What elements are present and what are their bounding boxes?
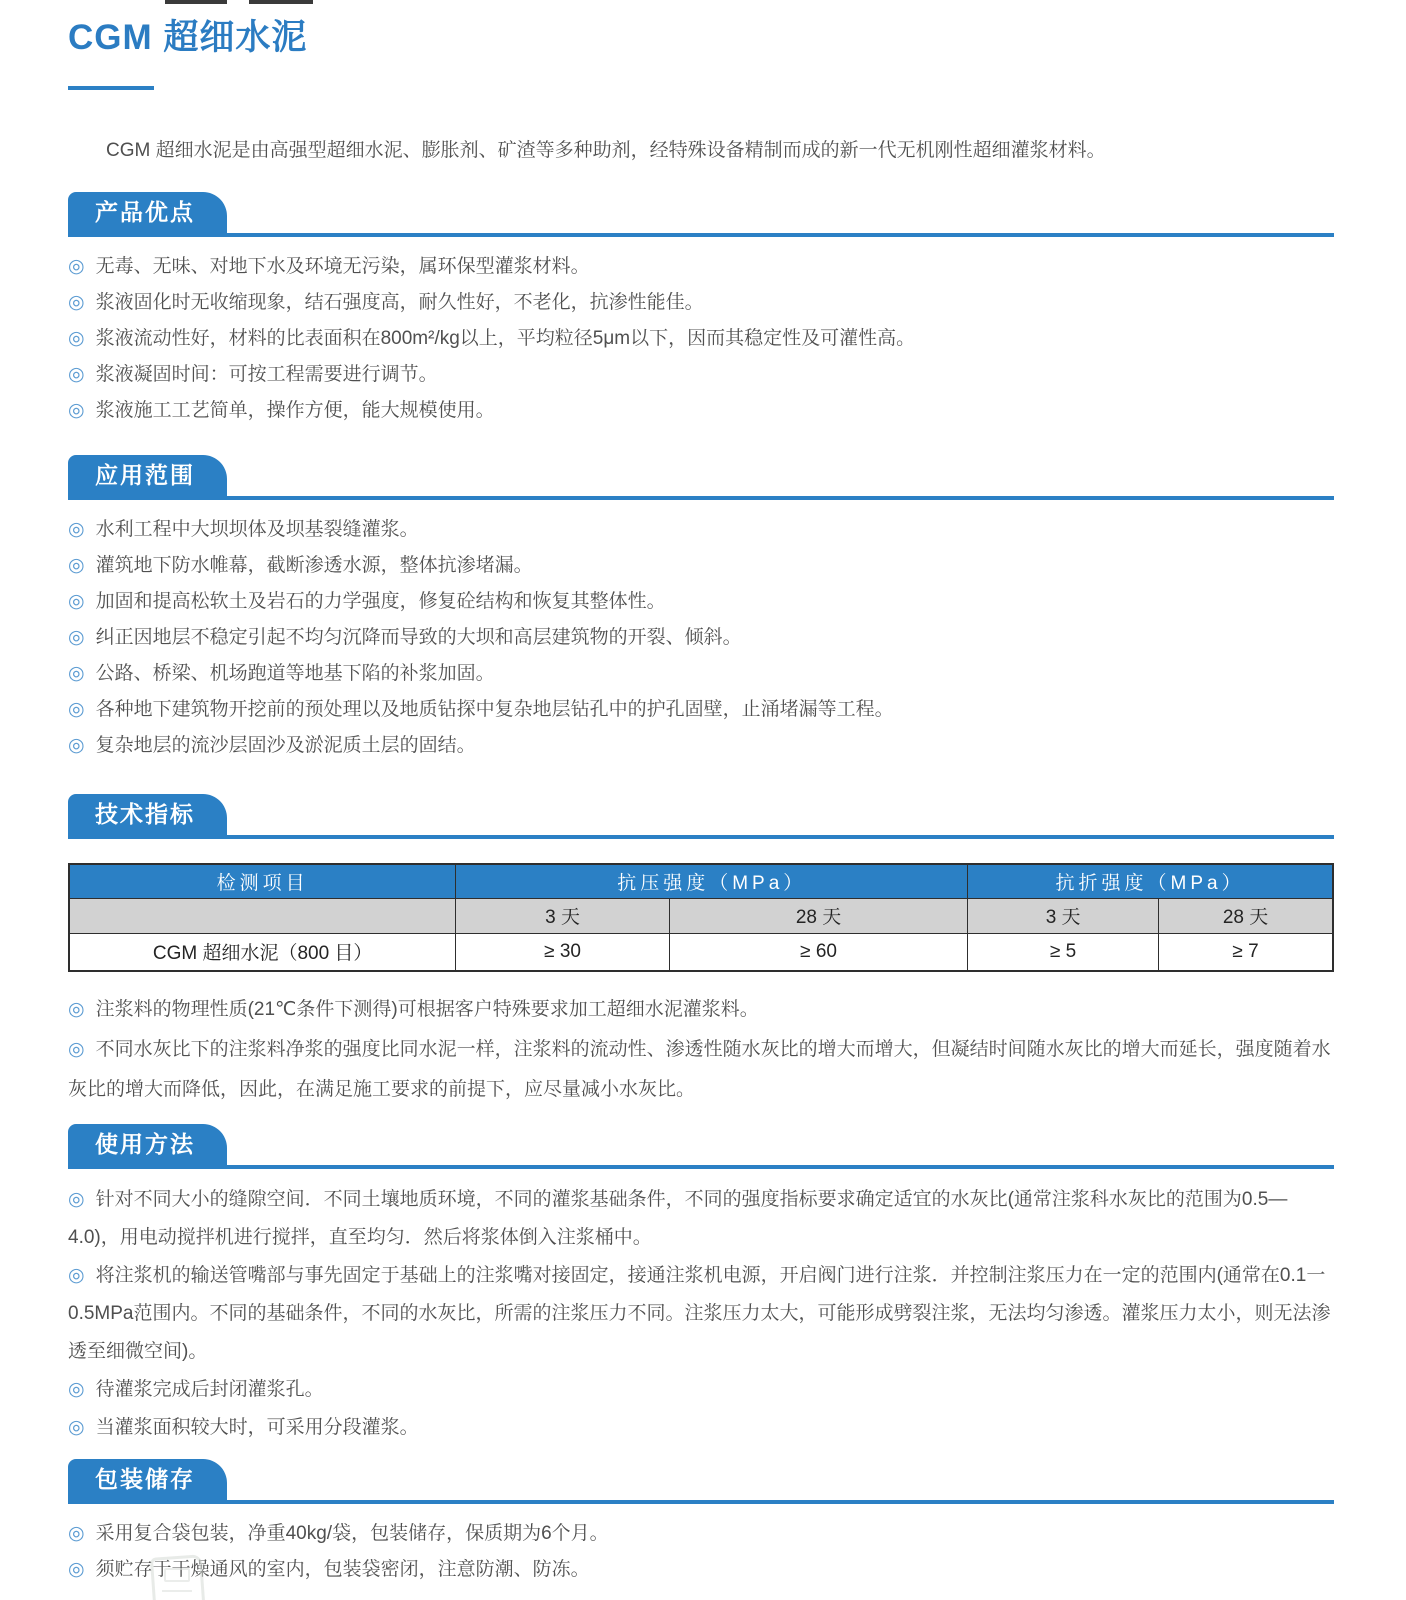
bullet-item	[68, 357, 1334, 393]
specs-product-name: CGM 超细水泥（800 目）	[69, 933, 456, 971]
section-header-usage	[68, 1124, 1334, 1169]
title-underline	[68, 86, 154, 90]
bullet-item-text: 须贮存于干燥通风的室内，包装袋密闭，注意防潮、防冻。	[95, 1559, 590, 1580]
specs-value-compressive-3d: ≥ 30	[456, 933, 670, 971]
section-usage	[68, 1124, 1334, 1447]
bullet-icon: ◎	[68, 1417, 85, 1438]
bullet-item-text: 注浆料的物理性质(21℃条件下测得)可根据客户特殊要求加工超细水泥灌浆料。	[95, 999, 759, 1020]
watermark-detail	[164, 1568, 190, 1582]
bullet-item	[68, 692, 1334, 728]
bullet-item-text: 各种地下建筑物开挖前的预处理以及地质钻探中复杂地层钻孔中的护孔固壁，止涌堵漏等工程。	[95, 699, 894, 720]
bullet-icon: ◎	[68, 555, 85, 576]
bullet-icon: ◎	[68, 256, 85, 277]
bullet-item-text: 灌筑地下防水帷幕，截断渗透水源，整体抗渗堵漏。	[95, 555, 533, 576]
bullet-item	[68, 249, 1334, 285]
bullet-icon: ◎	[68, 1559, 85, 1580]
specs-value-flexural-28d: ≥ 7	[1159, 933, 1333, 971]
advantages-list	[68, 237, 1334, 429]
section-header-applications	[68, 455, 1334, 500]
bullet-icon: ◎	[68, 519, 85, 540]
bullet-item-text: 针对不同大小的缝隙空间．不同土壤地质环境，不同的灌浆基础条件，不同的强度指标要求确定适宜的水灰比(通常注浆科水灰比的范围为0.5—4.0)，用电动搅拌机进行搅拌，直至均匀．然后将浆体倒入注浆桶中。	[68, 1189, 1288, 1248]
bullet-item-text: 水利工程中大坝坝体及坝基裂缝灌浆。	[95, 519, 419, 540]
section-badge-specs: 技术指标	[68, 794, 227, 835]
bullet-item	[68, 321, 1334, 357]
bullet-item	[68, 1030, 1334, 1110]
bullet-icon: ◎	[68, 1189, 85, 1210]
bullet-item	[68, 1257, 1334, 1371]
specs-sub-3d-flexural: 3 天	[968, 898, 1159, 933]
bullet-item-text: 无毒、无味、对地下水及环境无污染，属环保型灌浆材料。	[95, 256, 590, 277]
bullet-item	[68, 1371, 1334, 1409]
bullet-item	[68, 285, 1334, 321]
bullet-item	[68, 620, 1334, 656]
bullet-icon: ◎	[68, 735, 85, 756]
section-badge-storage: 包装储存	[68, 1459, 227, 1500]
specs-table-subheader-row	[69, 898, 1333, 933]
bullet-item-text: 采用复合袋包装，净重40kg/袋，包装储存，保质期为6个月。	[95, 1523, 609, 1544]
bullet-item	[68, 1181, 1334, 1257]
bullet-icon: ◎	[68, 1039, 85, 1060]
specs-table-header-row	[69, 864, 1333, 898]
specs-group-compressive: 抗压强度（MPa）	[456, 864, 968, 898]
bullet-icon: ◎	[68, 699, 85, 720]
bullet-item-text: 公路、桥梁、机场跑道等地基下陷的补浆加固。	[95, 663, 495, 684]
bullet-item-text: 纠正因地层不稳定引起不均匀沉降而导致的大坝和高层建筑物的开裂、倾斜。	[95, 627, 742, 648]
bullet-icon: ◎	[68, 400, 85, 421]
specs-group-flexural: 抗折强度（MPa）	[968, 864, 1333, 898]
bullet-item	[68, 728, 1334, 764]
bullet-icon: ◎	[68, 328, 85, 349]
bullet-item-text: 浆液施工工艺简单，操作方便，能大规模使用。	[95, 400, 495, 421]
bullet-icon: ◎	[68, 1265, 85, 1286]
bullet-item	[68, 656, 1334, 692]
bullet-icon: ◎	[68, 1379, 85, 1400]
bullet-item-text: 加固和提高松软土及岩石的力学强度，修复砼结构和恢复其整体性。	[95, 591, 666, 612]
specs-table-data-row	[69, 933, 1333, 971]
bullet-icon: ◎	[68, 1523, 85, 1544]
bullet-icon: ◎	[68, 292, 85, 313]
bullet-item-text: 待灌浆完成后封闭灌浆孔。	[95, 1379, 324, 1400]
section-specs	[68, 794, 1334, 1110]
section-applications	[68, 455, 1334, 764]
bullet-item	[68, 1409, 1334, 1447]
bullet-item-text: 浆液凝固时间：可按工程需要进行调节。	[95, 364, 438, 385]
bullet-icon: ◎	[68, 663, 85, 684]
watermark-graphic	[142, 1550, 302, 1600]
specs-empty-cell	[69, 898, 456, 933]
usage-list	[68, 1169, 1334, 1447]
bullet-item-text: 当灌浆面积较大时，可采用分段灌浆。	[95, 1417, 419, 1438]
specs-sub-3d-compressive: 3 天	[456, 898, 670, 933]
section-header-specs	[68, 794, 1334, 839]
specs-sub-28d-compressive: 28 天	[669, 898, 967, 933]
bullet-item	[68, 548, 1334, 584]
bullet-item	[68, 512, 1334, 548]
section-badge-advantages: 产品优点	[68, 192, 227, 233]
bullet-icon: ◎	[68, 591, 85, 612]
intro-paragraph: CGM 超细水泥是由高强型超细水泥、膨胀剂、矿渣等多种助剂，经特殊设备精制而成的新一代无机刚性超细灌浆材料。	[106, 140, 1106, 161]
specs-value-compressive-28d: ≥ 60	[669, 933, 967, 971]
bullet-icon: ◎	[68, 627, 85, 648]
section-header-advantages	[68, 192, 1334, 237]
bullet-item-text: 不同水灰比下的注浆料净浆的强度比同水泥一样，注浆料的流动性、渗透性随水灰比的增大而增大，但凝结时间随水灰比的增大而延长，强度随着水灰比的增大而降低，因此，在满足施工要求的前提下，应尽量减小水灰比。	[68, 1039, 1331, 1100]
specs-notes-list	[68, 972, 1334, 1110]
bullet-item	[68, 393, 1334, 429]
page-title: CGM 超细水泥	[68, 18, 308, 57]
bullet-item	[68, 584, 1334, 620]
watermark-line	[162, 1590, 192, 1592]
page-content	[0, 16, 1406, 1588]
bullet-item-text: 复杂地层的流沙层固沙及淤泥质土层的固结。	[95, 735, 476, 756]
bullet-item-text: 将注浆机的输送管嘴部与事先固定于基础上的注浆嘴对接固定，接通注浆机电源，开启阀门进行注浆．并控制注浆压力在一定的范围内(通常在0.1一0.5MPa范围内。不同的基础条件，不同的水灰比，所需的注浆压力不同。注浆压力太大，可能形成劈裂注浆，无法均匀渗透。灌浆压力太小，则无法渗透至细微空间)。	[68, 1265, 1331, 1362]
section-advantages	[68, 192, 1334, 429]
specs-col-header: 检测项目	[69, 864, 456, 898]
applications-list	[68, 500, 1334, 764]
section-header-storage	[68, 1459, 1334, 1504]
section-badge-usage: 使用方法	[68, 1124, 227, 1165]
specs-value-flexural-3d: ≥ 5	[968, 933, 1159, 971]
bullet-item-text: 浆液流动性好，材料的比表面积在800m²/kg以上，平均粒径5μm以下，因而其稳定性及可灌性高。	[95, 328, 916, 349]
bullet-icon: ◎	[68, 999, 85, 1020]
specs-table	[68, 863, 1334, 972]
bullet-item	[68, 1516, 1334, 1552]
specs-sub-28d-flexural: 28 天	[1159, 898, 1333, 933]
bullet-item-text: 浆液固化时无收缩现象，结石强度高，耐久性好，不老化，抗渗性能佳。	[95, 292, 704, 313]
bullet-icon: ◎	[68, 364, 85, 385]
bullet-item	[68, 990, 1334, 1030]
section-badge-applications: 应用范围	[68, 455, 227, 496]
